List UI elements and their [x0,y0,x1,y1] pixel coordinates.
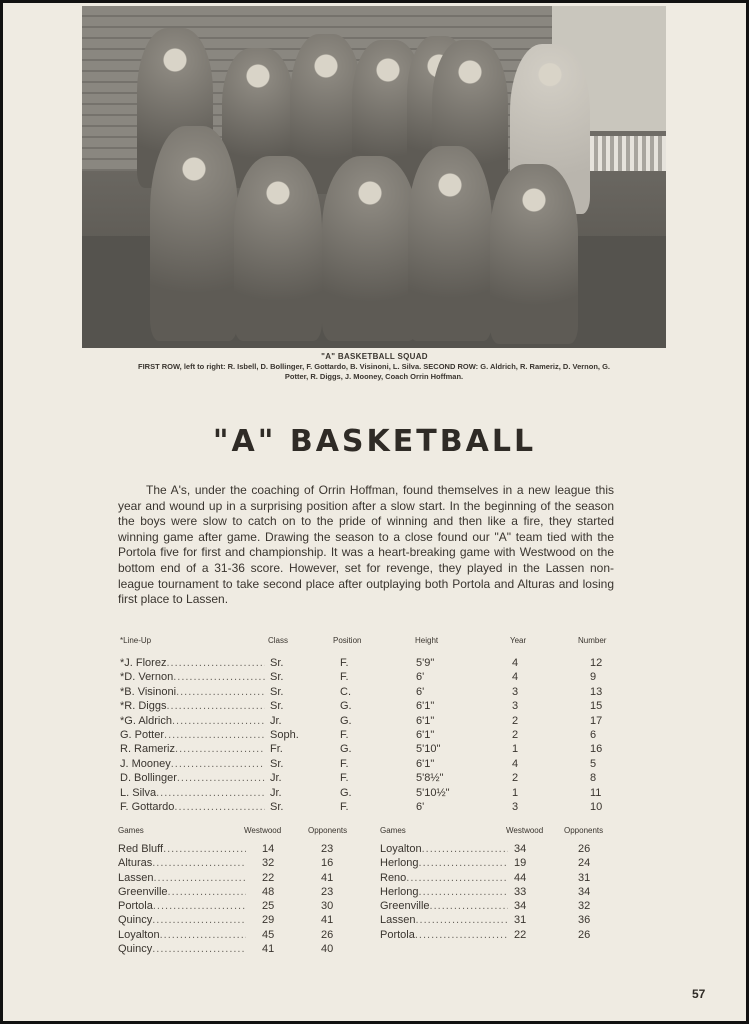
player-number: 11 [590,786,602,799]
player-number: 15 [590,700,603,713]
player-number: 5 [590,757,597,770]
game-row [380,871,620,885]
games-header [118,826,358,842]
game-westwood-score: 45 [262,928,275,941]
game-opponent-name: Lassen ..... [118,871,246,885]
page-number: 57 [692,987,706,1001]
game-opponent-score: 26 [321,928,334,941]
lineup-row [120,670,620,684]
lineup-header-year: Year [510,636,527,645]
player-position: F. [340,671,349,684]
lineup-row [120,757,620,771]
game-opponent-score: 16 [321,857,334,870]
game-row [118,913,358,927]
player-position: F. [340,800,349,813]
player-number: 10 [590,800,603,813]
game-opponent-name: Herlong ..... [380,856,508,870]
player-class: Sr. [270,700,284,713]
player-position: C. [340,685,351,698]
game-opponent-name: Lassen ..... [380,913,508,927]
game-westwood-score: 22 [514,928,527,941]
game-opponent-name: Quincy ..... [118,942,246,956]
player-class: Jr. [270,714,282,727]
lineup-row [120,728,620,742]
game-westwood-score: 29 [262,914,275,927]
player-height: 5'8½" [416,772,444,785]
games-header-westwood: Westwood [244,826,282,835]
player-position: F. [340,772,349,785]
lineup-header-height: Height [415,636,439,645]
photo-player [490,164,578,344]
player-year: 4 [512,757,519,770]
game-opponent-score: 26 [578,843,591,855]
team-photo [82,6,666,348]
player-number: 8 [590,772,597,785]
player-class: Jr. [270,786,282,799]
player-name: *R. Diggs ..... [120,699,265,713]
game-opponent-name: Loyalton ..... [380,842,508,856]
player-name: J. Mooney ..... [120,757,265,771]
lineup-table [120,636,620,814]
lineup-row [120,714,620,728]
game-westwood-score: 22 [262,871,275,884]
player-year: 1 [512,743,519,756]
photo-fence [582,136,666,171]
player-year: 3 [512,800,519,813]
photo-caption: FIRST ROW, left to right: R. Isbell, D. Bollinger, F. Gottardo, B. Visinoni, L. Silva. SECOND ROW: G. Aldrich, R. Rameriz, D. Vernon, G. Potter, R. Diggs, J. Mooney, Coach Orrin Hoffman. [138,362,610,381]
game-row [118,842,358,856]
game-opponent-score: 23 [321,885,334,898]
player-height: 5'10" [416,743,441,756]
game-opponent-name: Greenville ..... [118,885,246,899]
player-year: 2 [512,728,519,741]
player-height: 6' [416,685,425,698]
player-class: Sr. [270,657,284,669]
page-title: "A" BASKETBALL [212,424,537,459]
lineup-header-name: *Line-Up [120,636,152,645]
game-row [380,899,620,913]
game-row [380,842,620,856]
player-position: F. [340,728,349,741]
player-name: G. Potter ..... [120,728,265,742]
game-row [380,885,620,899]
player-year: 2 [512,772,519,785]
game-opponent-score: 41 [321,871,334,884]
game-opponent-score: 24 [578,857,591,870]
lineup-row [120,771,620,785]
game-westwood-score: 34 [514,843,527,855]
game-row [118,885,358,899]
games-header-games: Games [380,826,406,835]
game-opponent-score: 40 [321,943,334,956]
lineup-header [120,636,620,656]
player-class: Sr. [270,757,284,770]
game-opponent-name: Alturas ..... [118,856,246,870]
lineup-header-class: Class [268,636,289,645]
player-year: 2 [512,714,519,727]
player-height: 6' [416,671,425,684]
player-position: G. [340,743,352,756]
game-row [118,899,358,913]
photo-player [234,156,322,341]
player-height: 6'1" [416,700,435,713]
game-opponent-score: 36 [578,914,591,927]
game-opponent-name: Loyalton ..... [118,928,246,942]
game-row [118,871,358,885]
player-name: *G. Aldrich ..... [120,714,265,728]
player-year: 3 [512,700,519,713]
player-name: F. Gottardo ..... [120,800,265,814]
game-westwood-score: 31 [514,914,527,927]
player-name: *B. Visinoni ..... [120,685,265,699]
game-opponent-name: Portola ..... [118,899,246,913]
player-year: 1 [512,786,519,799]
game-opponent-score: 30 [321,900,334,913]
player-position: G. [340,700,352,713]
game-westwood-score: 33 [514,885,527,898]
lineup-row [120,685,620,699]
lineup-row [120,699,620,713]
player-position: G. [340,714,352,727]
player-height: 5'10½" [416,786,450,799]
game-westwood-score: 41 [262,943,275,956]
player-position: F. [340,757,349,770]
games-header-opponents: Opponents [564,826,604,835]
photo-player [322,156,418,341]
player-height: 6' [416,800,425,813]
game-westwood-score: 44 [514,871,527,884]
games-table-right [380,826,620,942]
photo-player [408,146,492,341]
player-height: 6'1" [416,714,435,727]
player-class: Sr. [270,671,284,684]
player-number: 16 [590,743,603,756]
game-row [118,856,358,870]
player-number: 6 [590,728,597,741]
player-class: Sr. [270,685,284,698]
photo-player [150,126,238,341]
player-class: Soph. [270,728,299,741]
player-name: D. Bollinger ..... [120,771,265,785]
player-height: 6'1" [416,728,435,741]
games-header [380,826,620,842]
game-row [380,856,620,870]
game-opponent-name: Portola ..... [380,928,508,942]
season-summary: The A's, under the coaching of Orrin Hoffman, found themselves in a new league this year and wound up in a surprising position after a slow start. In the beginning of the season the boys were slow to catch on to the pride of winning and then like a fire, they started winning game after game. Drawing the season to a close found our "A" team tied with the Portola five for first and championship. It was a heart-breaking game with Westwood on the bottom end of a 31-36 score. However, set for revenge, they played in the Lassen non-league tournament to take second place after outplaying both Portola and Alturas and losing first place to Lassen. [118,483,614,607]
games-header-westwood: Westwood [506,826,544,835]
player-name: L. Silva ..... [120,786,265,800]
game-opponent-name: Reno ..... [380,871,508,885]
player-number: 12 [590,657,603,669]
player-position: F. [340,657,349,669]
game-opponent-score: 32 [578,900,591,913]
game-opponent-name: Quincy ..... [118,913,246,927]
game-opponent-score: 26 [578,928,591,941]
player-class: Fr. [270,743,283,756]
game-row [118,942,358,956]
game-westwood-score: 19 [514,857,527,870]
game-westwood-score: 48 [262,885,275,898]
lineup-row [120,800,620,814]
player-name: *J. Florez ..... [120,656,265,670]
game-opponent-score: 34 [578,885,591,898]
game-westwood-score: 25 [262,900,275,913]
game-opponent-name: Herlong ..... [380,885,508,899]
game-westwood-score: 34 [514,900,527,913]
game-opponent-score: 31 [578,871,591,884]
lineup-header-number: Number [578,636,607,645]
game-westwood-score: 14 [262,843,275,855]
game-row [380,913,620,927]
game-opponent-score: 23 [321,843,334,855]
player-year: 4 [512,657,519,669]
player-name: R. Rameriz ..... [120,742,265,756]
lineup-row [120,742,620,756]
games-table-left [118,826,358,956]
player-position: G. [340,786,352,799]
lineup-header-position: Position [333,636,362,645]
player-year: 3 [512,685,519,698]
photo-caption-title: "A" BASKETBALL SQUAD [321,352,428,361]
player-class: Jr. [270,772,282,785]
lineup-row [120,786,620,800]
game-westwood-score: 32 [262,857,275,870]
games-header-games: Games [118,826,144,835]
lineup-row [120,656,620,670]
games-header-opponents: Opponents [308,826,348,835]
game-opponent-name: Red Bluff ..... [118,842,246,856]
game-opponent-score: 41 [321,914,334,927]
player-height: 6'1" [416,757,435,770]
game-opponent-name: Greenville ..... [380,899,508,913]
player-name: *D. Vernon ..... [120,670,265,684]
player-number: 17 [590,714,603,727]
player-height: 5'9" [416,657,435,669]
game-row [118,928,358,942]
player-class: Sr. [270,800,284,813]
player-number: 13 [590,685,603,698]
player-number: 9 [590,671,597,684]
game-row [380,928,620,942]
player-year: 4 [512,671,519,684]
